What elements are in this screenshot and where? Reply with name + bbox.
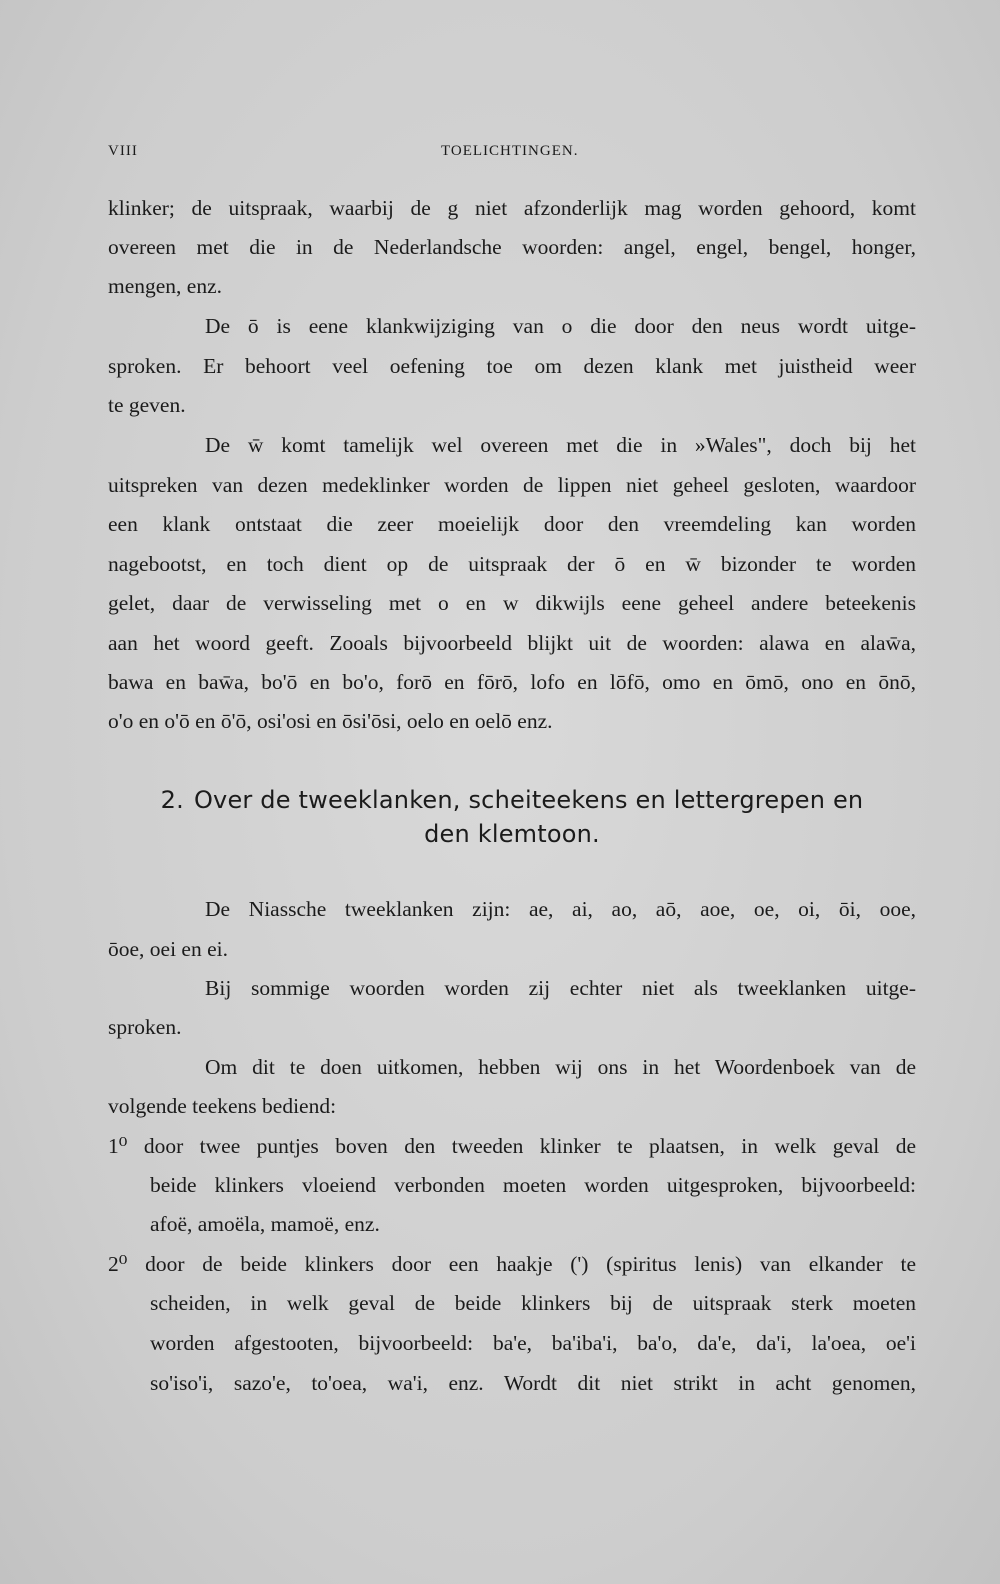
list-marker: 1⁰ — [108, 1134, 144, 1158]
line-text: door de beide klinkers door een haakje (') (spiritus lenis) van elkander te — [145, 1252, 916, 1276]
section-number: 2. — [160, 786, 184, 814]
text-line — [108, 627, 916, 659]
text-line — [205, 310, 916, 342]
text-line — [205, 972, 916, 1004]
section-heading — [108, 782, 916, 818]
text-line — [108, 270, 916, 302]
text-line — [108, 231, 916, 263]
text-line — [108, 508, 916, 540]
text-line — [108, 192, 916, 224]
line-text: Bij sommige woorden worden zij echter niet als tweeklanken uitge- — [205, 976, 916, 1000]
line-text: bawa en baw̄a, bo'ō en bo'o, forō en fōrō, lofo en lōfō, omo en ōmō, ono en ōnō, — [108, 670, 916, 694]
text-line — [108, 469, 916, 501]
line-text: klinker; de uitspraak, waarbij de g niet afzonderlijk mag worden gehoord, komt — [108, 196, 916, 220]
text-line — [108, 666, 916, 698]
text-line — [108, 1011, 916, 1043]
line-text: uitspreken van dezen medeklinker worden de lippen niet geheel gesloten, waardoor — [108, 473, 916, 497]
line-text: worden afgestooten, bijvoorbeeld: ba'e, ba'iba'i, ba'o, da'e, da'i, la'oea, oe'i — [150, 1331, 916, 1355]
text-line — [108, 933, 916, 965]
text-line — [108, 389, 916, 421]
line-text: so'iso'i, sazo'e, to'oea, wa'i, enz. Wordt dit niet strikt in acht genomen, — [150, 1371, 916, 1395]
text-line — [108, 548, 916, 580]
section-heading-continued — [108, 816, 916, 852]
text-line — [150, 1169, 916, 1201]
text-line — [150, 1208, 916, 1240]
text-line — [108, 587, 916, 619]
page-header — [108, 143, 918, 167]
text-line — [205, 429, 916, 461]
text-line — [108, 1090, 916, 1122]
line-text: Om dit te doen uitkomen, hebben wij ons in het Woordenboek van de — [205, 1055, 916, 1079]
list-item-line — [108, 1130, 916, 1162]
text-line — [108, 350, 916, 382]
line-text: o'o en o'ō en ō'ō, osi'osi en ōsi'ōsi, oelo en oelō enz. — [108, 709, 553, 733]
list-item-line — [108, 1248, 916, 1280]
page-number: VIII — [108, 143, 138, 159]
line-text: door twee puntjes boven den tweeden klinker te plaatsen, in welk geval de — [143, 1134, 916, 1158]
line-text: te geven. — [108, 393, 186, 417]
line-text: De Niassche tweeklanken zijn: ae, ai, ao, aō, aoe, oe, oi, ōi, ooe, — [205, 897, 916, 921]
line-text: gelet, daar de verwisseling met o en w dikwijls eene geheel andere beteekenis — [108, 591, 916, 615]
text-line — [150, 1367, 916, 1399]
running-title: TOELICHTINGEN. — [441, 143, 579, 159]
line-text: sproken. — [108, 1015, 182, 1039]
line-text: volgende teekens bediend: — [108, 1094, 337, 1118]
line-text: beide klinkers vloeiend verbonden moeten worden uitgesproken, bijvoorbeeld: — [150, 1173, 916, 1197]
line-text: ōoe, oei en ei. — [108, 937, 228, 961]
line-text: een klank ontstaat die zeer moeielijk door den vreemdeling kan worden — [108, 512, 916, 536]
section-title-line-2: den klemtoon. — [424, 820, 600, 848]
line-text: scheiden, in welk geval de beide klinkers bij de uitspraak sterk moeten — [150, 1291, 916, 1315]
list-marker: 2⁰ — [108, 1252, 146, 1276]
line-text: sproken. Er behoort veel oefening toe om dezen klank met juistheid weer — [108, 354, 916, 378]
text-line — [150, 1287, 916, 1319]
text-line — [205, 893, 916, 925]
text-line — [108, 705, 916, 737]
line-text: afoë, amoëla, mamoë, enz. — [150, 1212, 380, 1236]
line-text: nagebootst, en toch dient op de uitspraak der ō en w̄ bizonder te worden — [108, 552, 916, 576]
line-text: mengen, enz. — [108, 274, 223, 298]
line-text: aan het woord geeft. Zooals bijvoorbeeld blijkt uit de woorden: alawa en alaw̄a, — [108, 631, 916, 655]
line-text: De w̄ komt tamelijk wel overeen met die in »Wales", doch bij het — [205, 433, 916, 457]
line-text: De ō is eene klankwijziging van o die door den neus wordt uitge- — [205, 314, 916, 338]
section-title-line-1: Over de tweeklanken, scheiteekens en lettergrepen en — [193, 786, 864, 814]
text-line — [150, 1327, 916, 1359]
text-line — [205, 1051, 916, 1083]
line-text: overeen met die in de Nederlandsche woorden: angel, engel, bengel, honger, — [108, 235, 916, 259]
